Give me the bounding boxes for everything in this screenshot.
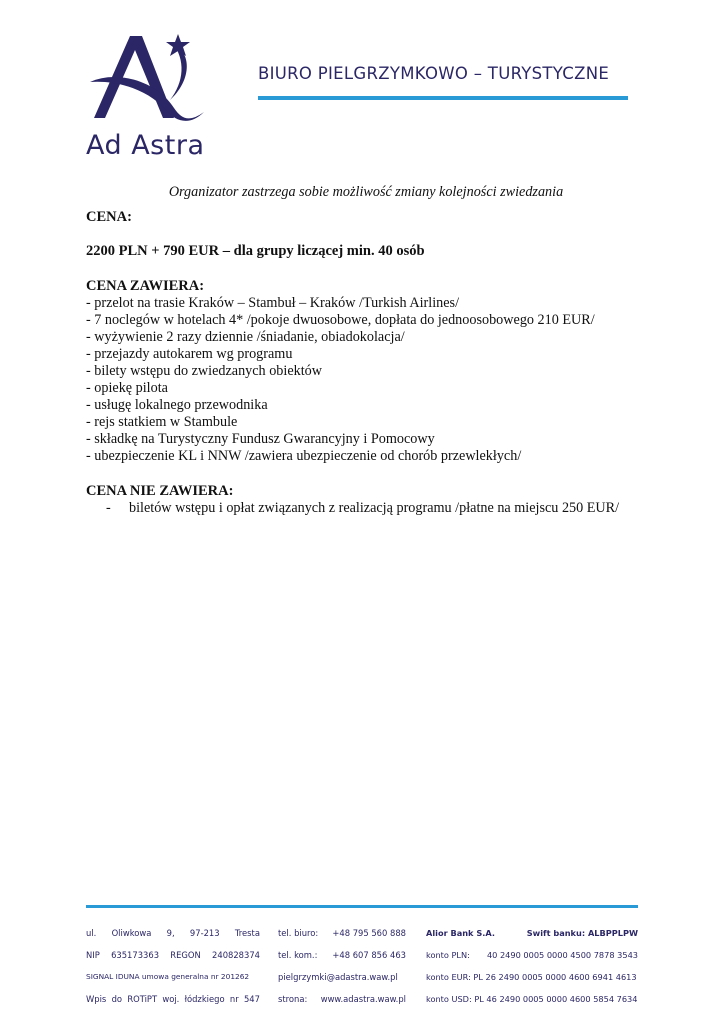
logo xyxy=(86,30,216,160)
footer-divider xyxy=(86,905,638,908)
footer-phone-office: tel. biuro: +48 795 560 888 xyxy=(278,928,406,938)
includes-list xyxy=(86,295,646,465)
list-item: - składkę na Turystyczny Fundusz Gwarancyjny i Pomocowy xyxy=(86,431,435,447)
includes-heading: CENA ZAWIERA: xyxy=(86,278,205,294)
logo-text: Ad Astra xyxy=(86,130,205,161)
list-item: - usługę lokalnego przewodnika xyxy=(86,397,268,413)
footer-account-eur: konto EUR: PL 26 2490 0005 0000 4600 6941 4613 xyxy=(426,972,637,982)
footer-website[interactable]: strona: www.adastra.waw.pl xyxy=(278,994,406,1004)
footer-insurance: SIGNAL IDUNA umowa generalna nr 201262 xyxy=(86,972,250,981)
footer-bank: Alior Bank S.A. Swift banku: ALBPPLPW xyxy=(426,928,638,938)
list-dash: - xyxy=(106,500,111,516)
document-body xyxy=(86,184,646,517)
list-item: - przelot na trasie Kraków – Stambuł – Kraków /Turkish Airlines/ xyxy=(86,295,460,311)
ad-astra-logo-icon xyxy=(86,30,216,140)
footer-address: ul. Oliwkowa 9, 97-213 Tresta xyxy=(86,928,260,938)
list-item: - rejs statkiem w Stambule xyxy=(86,414,238,430)
itinerary-note: Organizator zastrzega sobie możliwość zmiany kolejności zwiedzania xyxy=(168,184,564,200)
list-item-text: biletów wstępu i opłat związanych z realizacją programu /płatne na miejscu 250 EUR/ xyxy=(129,500,620,516)
excludes-list xyxy=(86,500,646,517)
footer-bank-column xyxy=(426,922,638,1010)
list-item xyxy=(86,500,646,517)
list-item: - przejazdy autokarem wg programu xyxy=(86,346,293,362)
list-item: - bilety wstępu do zwiedzanych obiektów xyxy=(86,363,322,379)
footer-nip-regon: NIP 635173363 REGON 240828374 xyxy=(86,950,260,960)
footer-registry: Wpis do ROTiPT woj. łódzkiego nr 547 xyxy=(86,994,260,1004)
footer-email[interactable]: pielgrzymki@adastra.waw.pl xyxy=(278,972,398,982)
list-item: - wyżywienie 2 razy dziennie /śniadanie, obiadokolacja/ xyxy=(86,329,405,345)
list-item: - 7 noclegów w hotelach 4* /pokoje dwuosobowe, dopłata do jednoosobowego 210 EUR/ xyxy=(86,312,595,328)
list-item: - opiekę pilota xyxy=(86,380,168,396)
price-heading: CENA: xyxy=(86,209,132,225)
footer-account-usd: konto USD: PL 46 2490 0005 0000 4600 5854 7634 xyxy=(426,994,638,1004)
footer-account-pln: konto PLN: 40 2490 0005 0000 4500 7878 3543 xyxy=(426,950,638,960)
footer-contact-column xyxy=(278,922,406,1010)
header-title: BIURO PIELGRZYMKOWO – TURYSTYCZNE xyxy=(258,64,610,83)
price-value: 2200 PLN + 790 EUR – dla grupy liczącej min. 40 osób xyxy=(86,243,425,259)
header-divider xyxy=(258,96,628,100)
list-item: - ubezpieczenie KL i NNW /zawiera ubezpieczenie od chorób przewlekłych/ xyxy=(86,448,522,464)
footer-phone-mobile: tel. kom.: +48 607 856 463 xyxy=(278,950,406,960)
excludes-heading: CENA NIE ZAWIERA: xyxy=(86,483,234,499)
footer-address-column xyxy=(86,922,260,1010)
